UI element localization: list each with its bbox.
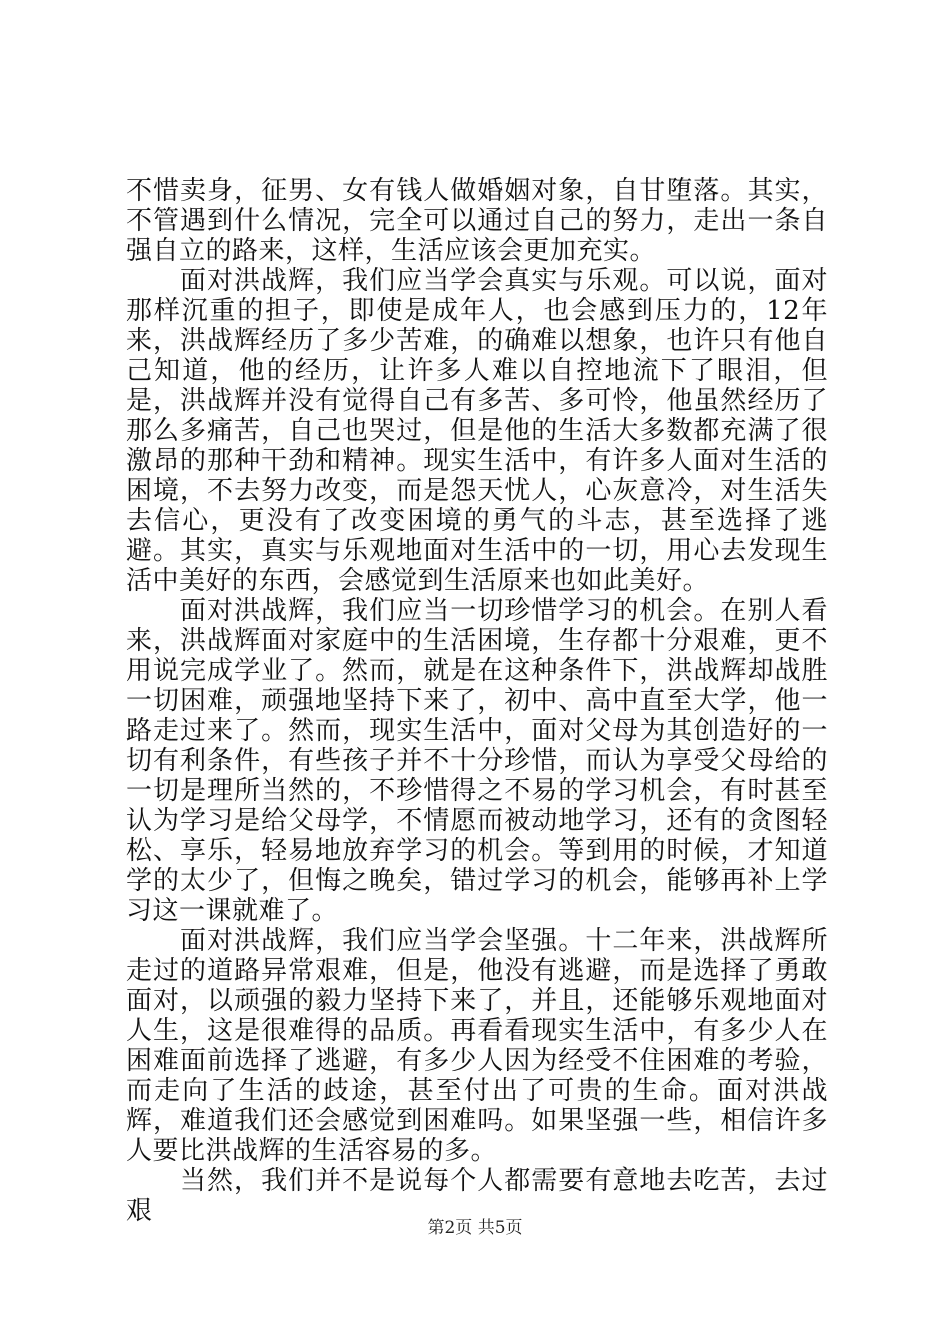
paragraph-truth-optimism: 面对洪战辉，我们应当学会真实与乐观。可以说，面对那样沉重的担子，即使是成年人，也会感到压力的，12年来，洪战辉经历了多少苦难，的确难以想象，也许只有他自己知道，他的经历，让许多人难以自控地流下了眼泪，但是，洪战辉并没有觉得自己有多苦、多可怜，他虽然经历了那么多痛苦，自己也哭过，但是他的生活大多数都充满了很激昂的那种干劲和精神。现实生活中，有许多人面对生活的困境，不去努力改变，而是怨天忧人，心灰意冷，对生活失去信心，更没有了改变困境的勇气的斗志，甚至选择了逃避。其实，真实与乐观地面对生活中的一切，用心去发现生活中美好的东西，会感觉到生活原来也如此美好。 (126, 266, 828, 596)
paragraph-closing-start: 当然，我们并不是说每个人都需要有意地去吃苦，去过艰 (126, 1166, 828, 1226)
document-body (126, 176, 828, 1226)
paragraph-continuation: 不惜卖身，征男、女有钱人做婚姻对象，自甘堕落。其实，不管遇到什么情况，完全可以通过自己的努力，走出一条自强自立的路来，这样，生活应该会更加充实。 (126, 176, 828, 266)
paragraph-cherish-learning: 面对洪战辉，我们应当一切珍惜学习的机会。在别人看来，洪战辉面对家庭中的生活困境，生存都十分艰难，更不用说完成学业了。然而，就是在这种条件下，洪战辉却战胜一切困难，顽强地坚持下来了，初中、高中直至大学，他一路走过来了。然而，现实生活中，面对父母为其创造好的一切有利条件，有些孩子并不十分珍惜，而认为享受父母给的一切是理所当然的，不珍惜得之不易的学习机会，有时甚至认为学习是给父母学，不情愿而被动地学习，还有的贪图轻松、享乐，轻易地放弃学习的机会。等到用的时候，才知道学的太少了，但悔之晚矣，错过学习的机会，能够再补上学习这一课就难了。 (126, 596, 828, 926)
page-number-footer: 第2页 共5页 (427, 1218, 523, 1238)
paragraph-be-strong: 面对洪战辉，我们应当学会坚强。十二年来，洪战辉所走过的道路异常艰难，但是，他没有逃避，而是选择了勇敢面对，以顽强的毅力坚持下来了，并且，还能够乐观地面对人生，这是很难得的品质。再看看现实生活中，有多少人在困难面前选择了逃避，有多少人因为经受不住困难的考验，而走向了生活的歧途，甚至付出了可贵的生命。面对洪战辉，难道我们还会感觉到困难吗。如果坚强一些，相信许多人要比洪战辉的生活容易的多。 (126, 926, 828, 1166)
